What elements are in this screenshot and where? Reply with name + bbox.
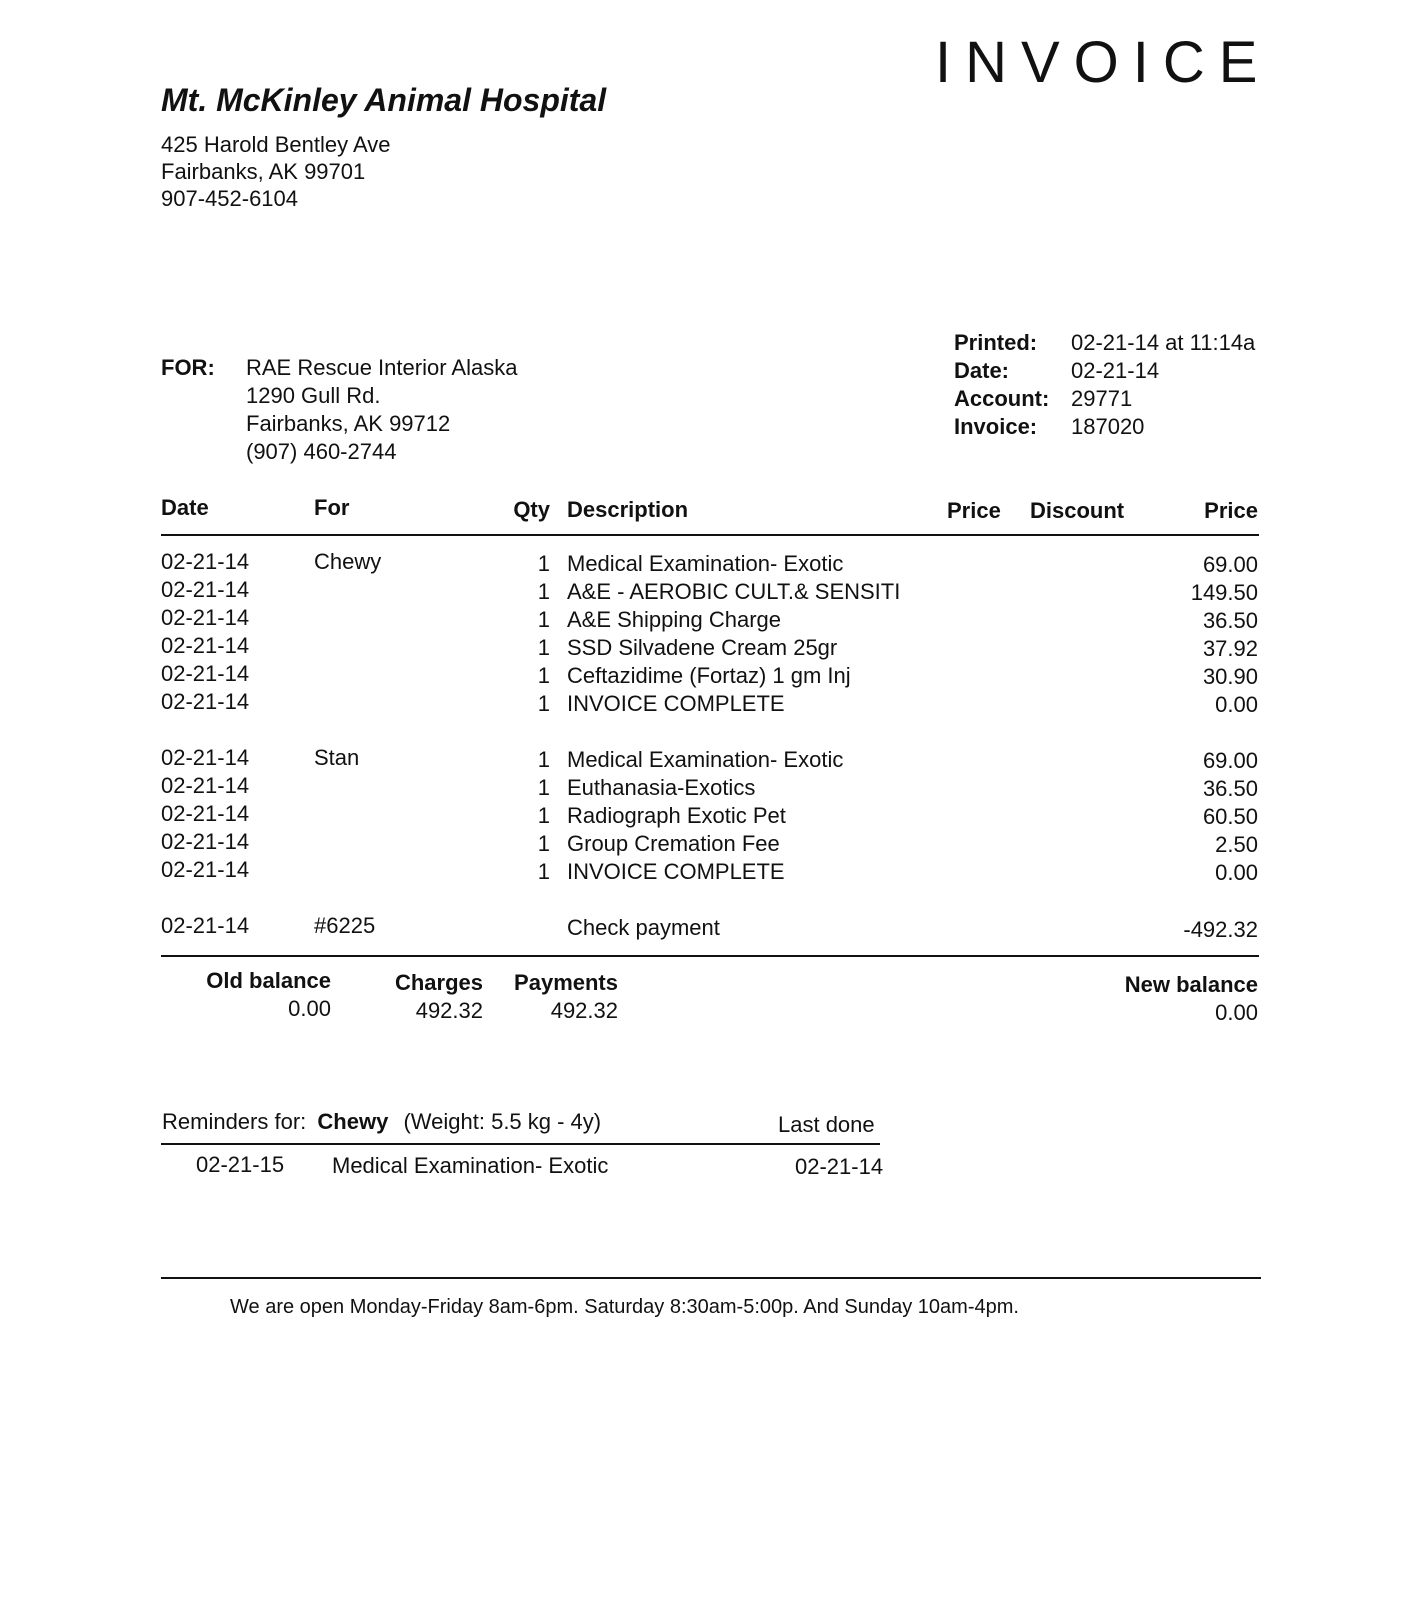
row-description: Medical Examination- Exotic bbox=[567, 747, 844, 772]
invoice-number-value: 187020 bbox=[1071, 414, 1145, 439]
date-value: 02-21-14 bbox=[1071, 358, 1160, 383]
row-qty: 1 bbox=[537, 579, 550, 604]
header-date: Date bbox=[161, 495, 209, 520]
row-qty: 1 bbox=[537, 859, 550, 884]
reminder-last-done: 02-21-14 bbox=[795, 1154, 884, 1179]
header-price-total: Price bbox=[1204, 498, 1258, 523]
row-description: Radiograph Exotic Pet bbox=[567, 803, 786, 828]
row-description: A&E Shipping Charge bbox=[567, 607, 782, 632]
row-description: INVOICE COMPLETE bbox=[567, 691, 785, 716]
payments-value: 492.32 bbox=[550, 998, 618, 1023]
row-description: Check payment bbox=[567, 915, 720, 940]
header-divider bbox=[161, 534, 1259, 536]
row-date: 02-21-14 bbox=[161, 661, 250, 686]
invoice-title: INVOICE bbox=[935, 30, 1272, 95]
reminder-description: Medical Examination- Exotic bbox=[332, 1153, 609, 1178]
old-balance-label: Old balance bbox=[206, 968, 331, 993]
row-qty: 1 bbox=[537, 635, 550, 660]
reminder-due-date: 02-21-15 bbox=[196, 1152, 285, 1177]
header-for: For bbox=[314, 495, 350, 520]
row-date: 02-21-14 bbox=[161, 605, 250, 630]
clinic-name: Mt. McKinley Animal Hospital bbox=[161, 82, 607, 118]
row-check-number: #6225 bbox=[314, 913, 376, 938]
row-price: 149.50 bbox=[1190, 580, 1258, 605]
row-date: 02-21-14 bbox=[161, 633, 250, 658]
totals-divider bbox=[161, 955, 1259, 957]
row-qty: 1 bbox=[537, 747, 550, 772]
bill-to-street: 1290 Gull Rd. bbox=[246, 383, 381, 408]
reminders-prefix: Reminders for: bbox=[162, 1109, 307, 1134]
row-description: A&E - AEROBIC CULT.& SENSITI bbox=[567, 579, 901, 604]
row-price: 2.50 bbox=[1215, 832, 1258, 857]
row-price: 0.00 bbox=[1215, 692, 1258, 717]
row-qty: 1 bbox=[537, 607, 550, 632]
reminders-patient: Chewy bbox=[317, 1109, 389, 1134]
hours-note: We are open Monday-Friday 8am-6pm. Saturday 8:30am-5:00p. And Sunday 10am-4pm. bbox=[230, 1296, 1019, 1318]
row-date: 02-21-14 bbox=[161, 829, 250, 854]
payments-label: Payments bbox=[514, 970, 618, 995]
row-price: 0.00 bbox=[1215, 860, 1258, 885]
row-description: SSD Silvadene Cream 25gr bbox=[567, 635, 838, 660]
account-value: 29771 bbox=[1071, 386, 1133, 411]
invoice-number-label: Invoice: bbox=[954, 414, 1038, 439]
row-date: 02-21-14 bbox=[161, 913, 250, 938]
row-description: Medical Examination- Exotic bbox=[567, 551, 844, 576]
row-qty: 1 bbox=[537, 551, 550, 576]
old-balance-value: 0.00 bbox=[288, 996, 331, 1021]
bill-to-name: RAE Rescue Interior Alaska bbox=[246, 355, 518, 380]
header-qty: Qty bbox=[513, 497, 550, 522]
row-description: Group Cremation Fee bbox=[567, 831, 780, 856]
row-price: -492.32 bbox=[1183, 917, 1258, 942]
bill-to-city: Fairbanks, AK 99712 bbox=[246, 411, 451, 436]
reminders-weight: (Weight: 5.5 kg - 4y) bbox=[403, 1109, 602, 1134]
row-qty: 1 bbox=[537, 775, 550, 800]
row-qty: 1 bbox=[537, 803, 550, 828]
new-balance-value: 0.00 bbox=[1215, 1000, 1258, 1025]
row-qty: 1 bbox=[537, 831, 550, 856]
row-date: 02-21-14 bbox=[161, 689, 250, 714]
reminders-divider bbox=[161, 1143, 880, 1145]
row-price: 30.90 bbox=[1202, 664, 1258, 689]
printed-value: 02-21-14 at 11:14a bbox=[1071, 330, 1256, 355]
bill-to-label: FOR: bbox=[161, 355, 215, 380]
header-discount: Discount bbox=[1030, 498, 1125, 523]
row-date: 02-21-14 bbox=[161, 577, 250, 602]
row-price: 37.92 bbox=[1202, 636, 1258, 661]
printed-label: Printed: bbox=[954, 330, 1038, 355]
row-description: Euthanasia-Exotics bbox=[567, 775, 756, 800]
clinic-address-line2: Fairbanks, AK 99701 bbox=[161, 159, 366, 184]
row-qty: 1 bbox=[537, 691, 550, 716]
bill-to-phone: (907) 460-2744 bbox=[246, 439, 397, 464]
clinic-address-line1: 425 Harold Bentley Ave bbox=[161, 132, 391, 157]
row-patient: Chewy bbox=[314, 549, 382, 574]
row-patient: Stan bbox=[314, 745, 360, 770]
row-price: 36.50 bbox=[1202, 608, 1258, 633]
charges-label: Charges bbox=[394, 970, 483, 995]
row-date: 02-21-14 bbox=[161, 549, 250, 574]
row-qty: 1 bbox=[537, 663, 550, 688]
row-price: 69.00 bbox=[1202, 552, 1258, 577]
row-date: 02-21-14 bbox=[161, 857, 250, 882]
row-price: 69.00 bbox=[1202, 748, 1258, 773]
row-date: 02-21-14 bbox=[161, 801, 250, 826]
charges-value: 492.32 bbox=[415, 998, 483, 1023]
row-price: 60.50 bbox=[1202, 804, 1258, 829]
clinic-phone: 907-452-6104 bbox=[161, 186, 299, 211]
row-description: INVOICE COMPLETE bbox=[567, 859, 785, 884]
row-date: 02-21-14 bbox=[161, 773, 250, 798]
reminders-heading bbox=[162, 1108, 601, 1136]
last-done-label: Last done bbox=[778, 1112, 875, 1137]
footer-divider bbox=[161, 1277, 1261, 1279]
row-description: Ceftazidime (Fortaz) 1 gm Inj bbox=[567, 663, 851, 688]
row-price: 36.50 bbox=[1202, 776, 1258, 801]
date-label: Date: bbox=[954, 358, 1010, 383]
header-price: Price bbox=[947, 498, 1001, 523]
header-description: Description bbox=[567, 497, 689, 522]
row-date: 02-21-14 bbox=[161, 745, 250, 770]
account-label: Account: bbox=[954, 386, 1050, 411]
new-balance-label: New balance bbox=[1124, 972, 1258, 997]
